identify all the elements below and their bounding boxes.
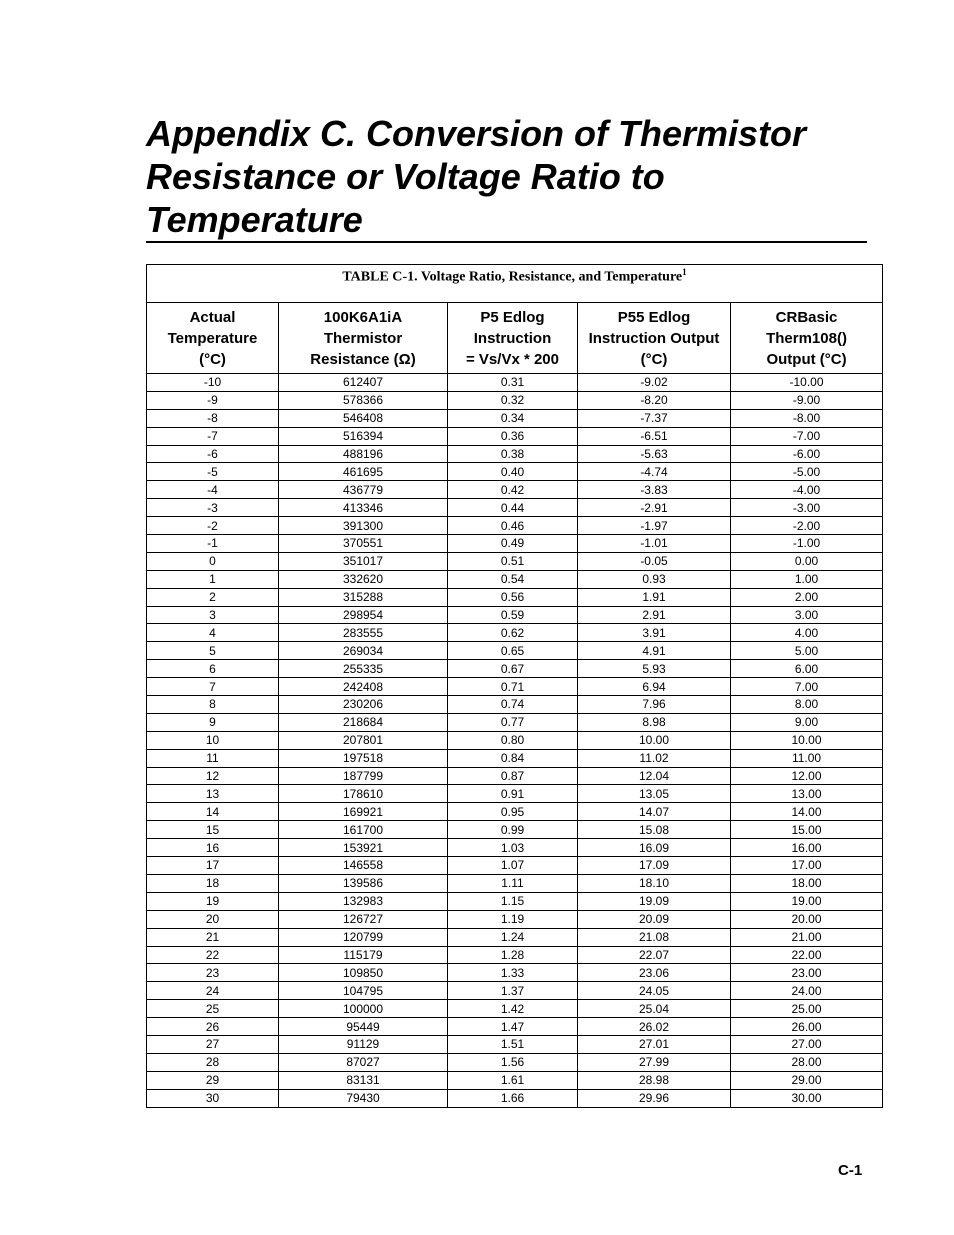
table-cell: 10 — [147, 731, 279, 749]
table-cell: 0.95 — [448, 803, 578, 821]
table-cell: -8.20 — [578, 391, 731, 409]
table-cell: 0.46 — [448, 517, 578, 535]
table-cell: 269034 — [279, 642, 448, 660]
table-cell: 16.09 — [578, 839, 731, 857]
table-row — [147, 409, 883, 427]
table-cell: -1 — [147, 535, 279, 553]
table-cell: 17.00 — [731, 857, 883, 875]
table-cell: 14.00 — [731, 803, 883, 821]
table-cell: 1.00 — [731, 570, 883, 588]
table-cell: 0.87 — [448, 767, 578, 785]
table-cell: 1.91 — [578, 588, 731, 606]
table-cell: 10.00 — [578, 731, 731, 749]
table-cell: 8.98 — [578, 713, 731, 731]
table-cell: 351017 — [279, 552, 448, 570]
table-cell: 14.07 — [578, 803, 731, 821]
table-cell: 1.66 — [448, 1089, 578, 1107]
column-header-line: P55 Edlog — [617, 308, 691, 326]
table-row — [147, 427, 883, 445]
table-cell: 132983 — [279, 892, 448, 910]
table-cell: 0.40 — [448, 463, 578, 481]
column-header-line: Therm108() — [766, 329, 847, 347]
table-cell: 3 — [147, 606, 279, 624]
table-cell: -8 — [147, 409, 279, 427]
table-cell: 13 — [147, 785, 279, 803]
column-header-line: Output (°C) — [766, 350, 847, 368]
table-cell: 13.05 — [578, 785, 731, 803]
table-cell: 0.54 — [448, 570, 578, 588]
table-cell: -4.74 — [578, 463, 731, 481]
table-cell: 16 — [147, 839, 279, 857]
table-row — [147, 463, 883, 481]
table-cell: -6 — [147, 445, 279, 463]
table-cell: 26 — [147, 1018, 279, 1036]
table-cell: 6.94 — [578, 678, 731, 696]
column-header-line: (°C) — [640, 350, 668, 368]
table-cell: 20 — [147, 910, 279, 928]
table-cell: 16.00 — [731, 839, 883, 857]
table-cell: 0 — [147, 552, 279, 570]
table-cell: 0.71 — [448, 678, 578, 696]
table-cell: 20.00 — [731, 910, 883, 928]
table-cell: 22 — [147, 946, 279, 964]
table-cell: 23.00 — [731, 964, 883, 982]
table-cell: 546408 — [279, 409, 448, 427]
table-cell: 9.00 — [731, 713, 883, 731]
table-cell: 1.24 — [448, 928, 578, 946]
table-row — [147, 928, 883, 946]
table-cell: 197518 — [279, 749, 448, 767]
table-cell: 27 — [147, 1035, 279, 1053]
table-cell: 0.44 — [448, 499, 578, 517]
table-cell: 1.07 — [448, 857, 578, 875]
table-cell: 22.07 — [578, 946, 731, 964]
table-cell: 24.05 — [578, 982, 731, 1000]
table-cell: 4.91 — [578, 642, 731, 660]
table-cell: 0.42 — [448, 481, 578, 499]
column-header-line: P5 Edlog — [480, 308, 545, 326]
table-cell: 0.84 — [448, 749, 578, 767]
table-cell: 4.00 — [731, 624, 883, 642]
table-row — [147, 1018, 883, 1036]
table-cell: 255335 — [279, 660, 448, 678]
table-cell: -3 — [147, 499, 279, 517]
table-cell: 23.06 — [578, 964, 731, 982]
table-row — [147, 1035, 883, 1053]
table-row — [147, 481, 883, 499]
table-row — [147, 964, 883, 982]
table-row — [147, 803, 883, 821]
table-cell: 1.56 — [448, 1053, 578, 1071]
table-row — [147, 624, 883, 642]
table-cell: 391300 — [279, 517, 448, 535]
table-cell: 3.91 — [578, 624, 731, 642]
table-cell: 29 — [147, 1071, 279, 1089]
table-cell: 21.00 — [731, 928, 883, 946]
table-row — [147, 374, 883, 392]
table-cell: 1.15 — [448, 892, 578, 910]
table-cell: -7 — [147, 427, 279, 445]
table-cell: 230206 — [279, 696, 448, 714]
table-cell: -1.00 — [731, 535, 883, 553]
table-cell: 218684 — [279, 713, 448, 731]
table-cell: 6.00 — [731, 660, 883, 678]
table-cell: 298954 — [279, 606, 448, 624]
table-cell: 18.00 — [731, 874, 883, 892]
table-cell: 178610 — [279, 785, 448, 803]
page-title: Appendix C. Conversion of Thermistor Resistance or Voltage Ratio to Temperature — [146, 113, 807, 240]
table-cell: 115179 — [279, 946, 448, 964]
table-cell: 370551 — [279, 535, 448, 553]
table-row — [147, 839, 883, 857]
table-cell: 0.00 — [731, 552, 883, 570]
table-cell: -5 — [147, 463, 279, 481]
table-cell: 26.00 — [731, 1018, 883, 1036]
table-cell: 17.09 — [578, 857, 731, 875]
table-header-row — [147, 303, 883, 374]
table-cell: 2 — [147, 588, 279, 606]
table-cell: 187799 — [279, 767, 448, 785]
table-row — [147, 731, 883, 749]
table-cell: 28.98 — [578, 1071, 731, 1089]
table-cell: 332620 — [279, 570, 448, 588]
table-cell: 95449 — [279, 1018, 448, 1036]
table-cell: 11.02 — [578, 749, 731, 767]
table-cell: 2.91 — [578, 606, 731, 624]
table-cell: 283555 — [279, 624, 448, 642]
table-cell: 6 — [147, 660, 279, 678]
table-cell: -10.00 — [731, 374, 883, 392]
table-cell: 17 — [147, 857, 279, 875]
table-cell: 28 — [147, 1053, 279, 1071]
table-cell: 109850 — [279, 964, 448, 982]
column-header-line: Temperature — [167, 329, 258, 347]
table-cell: 4 — [147, 624, 279, 642]
table-cell: 11.00 — [731, 749, 883, 767]
column-header-line: Actual — [189, 308, 236, 326]
table-row — [147, 857, 883, 875]
table-row — [147, 606, 883, 624]
table-cell: 19.00 — [731, 892, 883, 910]
table-row — [147, 445, 883, 463]
table-row — [147, 1089, 883, 1107]
table-cell: 0.31 — [448, 374, 578, 392]
table-row — [147, 391, 883, 409]
table-cell: 0.77 — [448, 713, 578, 731]
table-cell: 207801 — [279, 731, 448, 749]
table-cell: -5.63 — [578, 445, 731, 463]
table-cell: 12.04 — [578, 767, 731, 785]
table-cell: 100000 — [279, 1000, 448, 1018]
table-cell: 461695 — [279, 463, 448, 481]
column-header — [147, 303, 279, 374]
table-cell: 12 — [147, 767, 279, 785]
table-cell: -4 — [147, 481, 279, 499]
table-cell: 30 — [147, 1089, 279, 1107]
table-cell: 26.02 — [578, 1018, 731, 1036]
page-number: C-1 — [838, 1162, 863, 1179]
table-cell: 8.00 — [731, 696, 883, 714]
table-row — [147, 517, 883, 535]
table-cell: 0.62 — [448, 624, 578, 642]
table-cell: 11 — [147, 749, 279, 767]
table-cell: 24.00 — [731, 982, 883, 1000]
table-cell: 21.08 — [578, 928, 731, 946]
table-row — [147, 821, 883, 839]
table-cell: 413346 — [279, 499, 448, 517]
table-row — [147, 1071, 883, 1089]
table-cell: 27.99 — [578, 1053, 731, 1071]
table-cell: 18 — [147, 874, 279, 892]
table-cell: 0.65 — [448, 642, 578, 660]
table-caption-text: TABLE C-1. Voltage Ratio, Resistance, and Temperature — [342, 269, 683, 285]
table-cell: 22.00 — [731, 946, 883, 964]
table-cell: 28.00 — [731, 1053, 883, 1071]
column-header — [731, 303, 883, 374]
table-cell: 7 — [147, 678, 279, 696]
table-row — [147, 1053, 883, 1071]
table-cell: 18.10 — [578, 874, 731, 892]
table-cell: 87027 — [279, 1053, 448, 1071]
table-row — [147, 660, 883, 678]
table-cell: 83131 — [279, 1071, 448, 1089]
column-header-line: CRBasic — [775, 308, 838, 326]
table-cell: 161700 — [279, 821, 448, 839]
table-cell: 25.04 — [578, 1000, 731, 1018]
table-cell: 1.61 — [448, 1071, 578, 1089]
table-cell: -5.00 — [731, 463, 883, 481]
table-cell: 139586 — [279, 874, 448, 892]
column-header-line: Thermistor — [323, 329, 403, 347]
table-cell: 578366 — [279, 391, 448, 409]
table-cell: 1.19 — [448, 910, 578, 928]
table-cell: 516394 — [279, 427, 448, 445]
conversion-table — [146, 264, 883, 1108]
table-cell: 1.51 — [448, 1035, 578, 1053]
table-cell: 24 — [147, 982, 279, 1000]
table-cell: 19.09 — [578, 892, 731, 910]
table-cell: 1 — [147, 570, 279, 588]
table-cell: 488196 — [279, 445, 448, 463]
table-cell: 436779 — [279, 481, 448, 499]
table-cell: 9 — [147, 713, 279, 731]
table-cell: 25 — [147, 1000, 279, 1018]
column-header-line: Instruction — [473, 329, 552, 347]
table-row — [147, 696, 883, 714]
table-row — [147, 1000, 883, 1018]
table-cell: 242408 — [279, 678, 448, 696]
table-cell: 10.00 — [731, 731, 883, 749]
table-row — [147, 552, 883, 570]
table-row — [147, 588, 883, 606]
table-cell: 7.00 — [731, 678, 883, 696]
table-cell: 23 — [147, 964, 279, 982]
table-cell: 120799 — [279, 928, 448, 946]
table-cell: 27.00 — [731, 1035, 883, 1053]
table-cell: 13.00 — [731, 785, 883, 803]
table-cell: 0.36 — [448, 427, 578, 445]
table-cell: -4.00 — [731, 481, 883, 499]
table-caption — [147, 265, 883, 303]
column-header — [279, 303, 448, 374]
table-cell: 3.00 — [731, 606, 883, 624]
table-cell: 1.03 — [448, 839, 578, 857]
table-cell: -1.97 — [578, 517, 731, 535]
table-cell: 12.00 — [731, 767, 883, 785]
table-cell: 0.93 — [578, 570, 731, 588]
column-header-line: = Vs/Vx * 200 — [466, 350, 559, 368]
table-row — [147, 946, 883, 964]
table-cell: 0.38 — [448, 445, 578, 463]
table-cell: 1.28 — [448, 946, 578, 964]
column-header-line: Resistance (Ω) — [310, 350, 416, 368]
table-cell: 25.00 — [731, 1000, 883, 1018]
table-cell: 30.00 — [731, 1089, 883, 1107]
table-row — [147, 767, 883, 785]
table-cell: 0.59 — [448, 606, 578, 624]
table-cell: 126727 — [279, 910, 448, 928]
table-cell: 0.74 — [448, 696, 578, 714]
table-cell: 29.00 — [731, 1071, 883, 1089]
table-cell: 1.33 — [448, 964, 578, 982]
table-cell: 79430 — [279, 1089, 448, 1107]
table-cell: 21 — [147, 928, 279, 946]
table-cell: -9.02 — [578, 374, 731, 392]
table-cell: -3.00 — [731, 499, 883, 517]
table-row — [147, 910, 883, 928]
table-cell: -2.91 — [578, 499, 731, 517]
table-row — [147, 570, 883, 588]
table-cell: 1.11 — [448, 874, 578, 892]
table-cell: 5.00 — [731, 642, 883, 660]
table-cell: -6.51 — [578, 427, 731, 445]
table-cell: -8.00 — [731, 409, 883, 427]
table-cell: 146558 — [279, 857, 448, 875]
table-row — [147, 982, 883, 1000]
table-row — [147, 874, 883, 892]
table-cell: 27.01 — [578, 1035, 731, 1053]
table-cell: 15.00 — [731, 821, 883, 839]
table-cell: 15.08 — [578, 821, 731, 839]
table-cell: 19 — [147, 892, 279, 910]
table-cell: 1.42 — [448, 1000, 578, 1018]
table-row — [147, 749, 883, 767]
table-cell: 0.67 — [448, 660, 578, 678]
table-cell: 91129 — [279, 1035, 448, 1053]
table-row — [147, 678, 883, 696]
table-cell: 15 — [147, 821, 279, 839]
table-caption-footnote: 1 — [682, 267, 687, 277]
table-cell: 612407 — [279, 374, 448, 392]
table-cell: 0.80 — [448, 731, 578, 749]
table-row — [147, 642, 883, 660]
table-cell: 20.09 — [578, 910, 731, 928]
table-cell: 315288 — [279, 588, 448, 606]
column-header — [448, 303, 578, 374]
table-row — [147, 499, 883, 517]
table-cell: 7.96 — [578, 696, 731, 714]
table-cell: 0.49 — [448, 535, 578, 553]
table-cell: 29.96 — [578, 1089, 731, 1107]
table-row — [147, 785, 883, 803]
column-header-line: (°C) — [199, 350, 226, 368]
table-cell: 0.91 — [448, 785, 578, 803]
table-cell: 104795 — [279, 982, 448, 1000]
table-cell: -2 — [147, 517, 279, 535]
table-row — [147, 713, 883, 731]
table-cell: -10 — [147, 374, 279, 392]
table-cell: -0.05 — [578, 552, 731, 570]
table-cell: 0.56 — [448, 588, 578, 606]
table-cell: -2.00 — [731, 517, 883, 535]
table-cell: 14 — [147, 803, 279, 821]
table-body — [147, 374, 883, 1108]
table-cell: 5.93 — [578, 660, 731, 678]
table-cell: 0.51 — [448, 552, 578, 570]
table-cell: 153921 — [279, 839, 448, 857]
table-row — [147, 892, 883, 910]
title-underline — [146, 241, 867, 243]
table-cell: 1.37 — [448, 982, 578, 1000]
table-cell: 1.47 — [448, 1018, 578, 1036]
table-cell: 0.34 — [448, 409, 578, 427]
table-row — [147, 535, 883, 553]
table-cell: 0.32 — [448, 391, 578, 409]
table-cell: 2.00 — [731, 588, 883, 606]
table-cell: 0.99 — [448, 821, 578, 839]
table-cell: 8 — [147, 696, 279, 714]
table-cell: -9 — [147, 391, 279, 409]
table-cell: -7.37 — [578, 409, 731, 427]
table-cell: -3.83 — [578, 481, 731, 499]
table-cell: -1.01 — [578, 535, 731, 553]
column-header-line: 100K6A1iA — [323, 308, 403, 326]
table-cell: -7.00 — [731, 427, 883, 445]
table-cell: 169921 — [279, 803, 448, 821]
table-cell: -9.00 — [731, 391, 883, 409]
table-cell: 5 — [147, 642, 279, 660]
table-cell: -6.00 — [731, 445, 883, 463]
column-header — [578, 303, 731, 374]
column-header-line: Instruction Output — [588, 329, 720, 347]
